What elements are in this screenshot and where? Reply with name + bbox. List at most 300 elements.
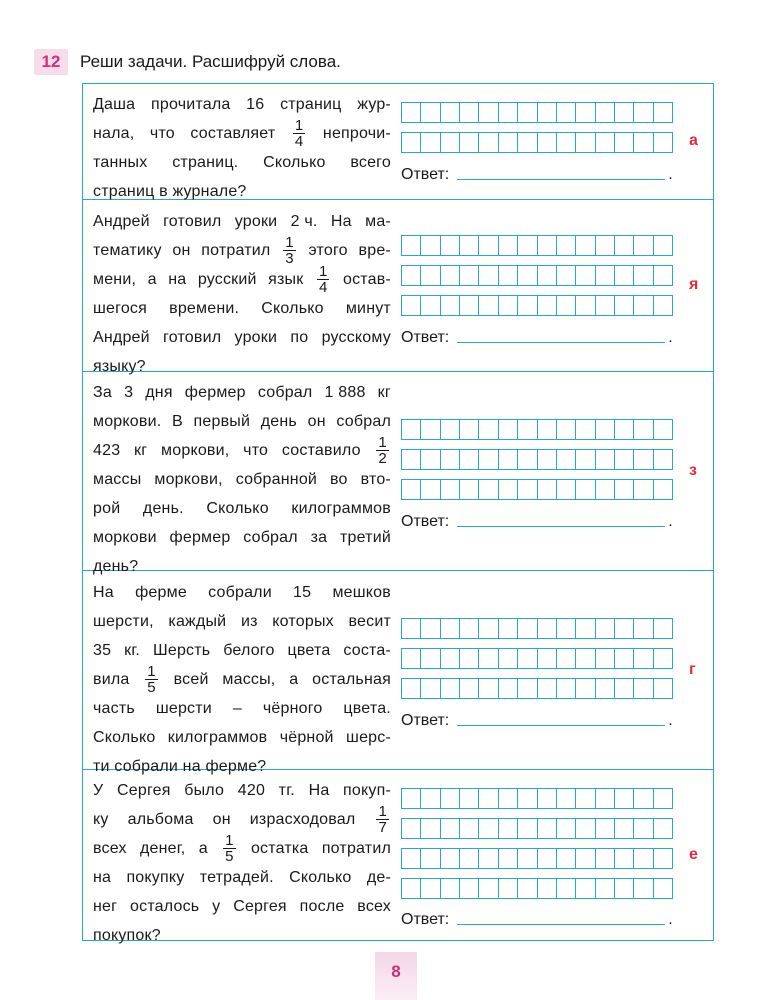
- grid-cell[interactable]: [421, 450, 440, 470]
- grid-cell[interactable]: [402, 266, 421, 286]
- grid-cell[interactable]: [421, 480, 440, 500]
- grid-cell[interactable]: [634, 480, 653, 500]
- grid-cell[interactable]: [538, 849, 557, 869]
- grid-cell[interactable]: [538, 266, 557, 286]
- grid-cell[interactable]: [634, 879, 653, 899]
- fraction-denominator: 3: [285, 250, 294, 267]
- answer-grid-row[interactable]: [401, 132, 673, 153]
- grid-cell[interactable]: [441, 879, 460, 899]
- task-word: соста-: [343, 642, 391, 659]
- grid-cell[interactable]: [518, 133, 537, 153]
- grid-cell[interactable]: [441, 450, 460, 470]
- grid-cell[interactable]: [479, 450, 498, 470]
- grid-cell[interactable]: [460, 819, 479, 839]
- grid-cell[interactable]: [460, 679, 479, 699]
- grid-cell[interactable]: [421, 296, 440, 316]
- task-word: чёрного: [262, 700, 323, 717]
- grid-cell[interactable]: [576, 879, 595, 899]
- grid-cell[interactable]: [441, 619, 460, 639]
- answer-line[interactable]: [457, 342, 665, 343]
- grid-cell[interactable]: [518, 450, 537, 470]
- grid-cell[interactable]: [557, 619, 576, 639]
- grid-cell[interactable]: [499, 480, 518, 500]
- grid-cell[interactable]: [615, 450, 634, 470]
- grid-cell[interactable]: [479, 619, 498, 639]
- grid-cell[interactable]: [654, 879, 673, 899]
- task-word: а: [147, 271, 157, 288]
- task-word: после: [299, 898, 345, 915]
- grid-cell[interactable]: [538, 619, 557, 639]
- grid-cell[interactable]: [615, 480, 634, 500]
- grid-cell[interactable]: [654, 480, 673, 500]
- grid-cell[interactable]: [499, 879, 518, 899]
- grid-cell[interactable]: [421, 649, 440, 669]
- grid-cell[interactable]: [460, 450, 479, 470]
- grid-cell[interactable]: [615, 819, 634, 839]
- grid-cell[interactable]: [596, 133, 615, 153]
- grid-cell[interactable]: [615, 133, 634, 153]
- grid-cell[interactable]: [460, 879, 479, 899]
- grid-cell[interactable]: [654, 420, 673, 440]
- grid-cell[interactable]: [634, 789, 653, 809]
- grid-cell[interactable]: [441, 133, 460, 153]
- grid-cell[interactable]: [654, 266, 673, 286]
- grid-cell[interactable]: [634, 296, 653, 316]
- grid-cell[interactable]: [441, 236, 460, 256]
- grid-cell[interactable]: [518, 480, 537, 500]
- grid-cell[interactable]: [479, 649, 498, 669]
- task-word: минут: [345, 300, 391, 317]
- answer-field[interactable]: [401, 509, 681, 531]
- grid-cell[interactable]: [576, 420, 595, 440]
- grid-cell[interactable]: [499, 819, 518, 839]
- grid-cell[interactable]: [538, 420, 557, 440]
- answer-period: .: [668, 329, 673, 346]
- task-word: собрал: [336, 413, 391, 430]
- grid-cell[interactable]: [615, 420, 634, 440]
- grid-cell[interactable]: [441, 819, 460, 839]
- grid-cell[interactable]: [538, 236, 557, 256]
- grid-cell[interactable]: [518, 879, 537, 899]
- task-word: составляет: [190, 125, 276, 142]
- grid-cell[interactable]: [538, 103, 557, 123]
- grid-cell[interactable]: [654, 296, 673, 316]
- grid-cell[interactable]: [518, 819, 537, 839]
- grid-cell[interactable]: [538, 649, 557, 669]
- grid-cell[interactable]: [634, 849, 653, 869]
- grid-cell[interactable]: [499, 296, 518, 316]
- grid-cell[interactable]: [634, 266, 653, 286]
- grid-cell[interactable]: [441, 296, 460, 316]
- task-text-line: [93, 465, 391, 494]
- answer-grid-row[interactable]: [401, 818, 673, 839]
- answer-field[interactable]: [401, 708, 681, 730]
- grid-cell[interactable]: [518, 296, 537, 316]
- grid-cell[interactable]: [615, 103, 634, 123]
- task-row: [83, 571, 713, 775]
- grid-cell[interactable]: [557, 480, 576, 500]
- task-word: танных: [93, 154, 148, 171]
- answer-grid-row[interactable]: [401, 102, 673, 123]
- grid-cell[interactable]: [421, 133, 440, 153]
- grid-cell[interactable]: [421, 236, 440, 256]
- grid-cell[interactable]: [460, 296, 479, 316]
- task-word: моркови: [93, 529, 157, 546]
- task-word: Сергея: [233, 898, 287, 915]
- grid-cell[interactable]: [634, 679, 653, 699]
- grid-cell[interactable]: [518, 649, 537, 669]
- answer-grid-row[interactable]: [401, 648, 673, 669]
- grid-cell[interactable]: [479, 266, 498, 286]
- grid-cell[interactable]: [460, 649, 479, 669]
- task-word: цвета.: [343, 700, 391, 717]
- grid-cell[interactable]: [518, 236, 537, 256]
- answer-field[interactable]: [401, 162, 681, 184]
- grid-cell[interactable]: [615, 879, 634, 899]
- task-word: –: [232, 700, 242, 717]
- grid-cell[interactable]: [518, 619, 537, 639]
- grid-cell[interactable]: [654, 849, 673, 869]
- grid-cell[interactable]: [479, 679, 498, 699]
- answer-line[interactable]: [457, 179, 665, 180]
- grid-cell[interactable]: [634, 649, 653, 669]
- grid-cell[interactable]: [557, 103, 576, 123]
- grid-cell[interactable]: [557, 450, 576, 470]
- grid-cell[interactable]: [576, 450, 595, 470]
- grid-cell[interactable]: [596, 649, 615, 669]
- grid-cell[interactable]: [538, 789, 557, 809]
- task-word: тг.: [278, 782, 295, 799]
- grid-cell[interactable]: [654, 103, 673, 123]
- grid-cell[interactable]: [538, 819, 557, 839]
- grid-cell[interactable]: [402, 480, 421, 500]
- grid-cell[interactable]: [654, 236, 673, 256]
- answer-line[interactable]: [457, 924, 665, 925]
- task-word: Даша: [93, 96, 136, 113]
- grid-cell[interactable]: [402, 789, 421, 809]
- grid-cell[interactable]: [615, 679, 634, 699]
- grid-cell[interactable]: [557, 236, 576, 256]
- task-text-line: [93, 607, 391, 636]
- task-text-line: [93, 805, 391, 834]
- grid-cell[interactable]: [576, 619, 595, 639]
- grid-cell[interactable]: [538, 296, 557, 316]
- grid-cell[interactable]: [557, 679, 576, 699]
- grid-cell[interactable]: [538, 133, 557, 153]
- grid-cell[interactable]: [538, 679, 557, 699]
- grid-cell[interactable]: [576, 296, 595, 316]
- task-text-line: [93, 119, 391, 148]
- grid-cell[interactable]: [499, 789, 518, 809]
- task-word: первый: [193, 413, 251, 430]
- answer-grid-row[interactable]: [401, 848, 673, 869]
- task-word: всего: [350, 154, 391, 171]
- grid-cell[interactable]: [634, 819, 653, 839]
- grid-cell[interactable]: [615, 236, 634, 256]
- grid-cell[interactable]: [557, 649, 576, 669]
- grid-cell[interactable]: [538, 480, 557, 500]
- answer-grid-row[interactable]: [401, 449, 673, 470]
- task-word: страниц.: [172, 154, 239, 171]
- answer-grid-row[interactable]: [401, 878, 673, 899]
- grid-cell[interactable]: [518, 103, 537, 123]
- task-word: готовил: [163, 213, 222, 230]
- task-word: 3: [124, 384, 134, 401]
- grid-cell[interactable]: [576, 819, 595, 839]
- grid-cell[interactable]: [479, 789, 498, 809]
- grid-cell[interactable]: [654, 789, 673, 809]
- answer-grid-row[interactable]: [401, 678, 673, 699]
- task-word: кг.: [124, 642, 141, 659]
- grid-cell[interactable]: [460, 849, 479, 869]
- grid-cell[interactable]: [460, 236, 479, 256]
- answer-grid-row[interactable]: [401, 235, 673, 256]
- grid-cell[interactable]: [460, 266, 479, 286]
- grid-cell[interactable]: [421, 879, 440, 899]
- grid-cell[interactable]: [460, 133, 479, 153]
- grid-cell[interactable]: [479, 849, 498, 869]
- grid-cell[interactable]: [654, 133, 673, 153]
- grid-cell[interactable]: [518, 849, 537, 869]
- grid-cell[interactable]: [596, 420, 615, 440]
- grid-cell[interactable]: [634, 103, 653, 123]
- task-word: У: [93, 782, 104, 799]
- grid-cell[interactable]: [615, 296, 634, 316]
- task-word: день: [260, 413, 297, 430]
- task-word: Сколько: [261, 300, 324, 317]
- grid-cell[interactable]: [518, 679, 537, 699]
- grid-cell[interactable]: [615, 789, 634, 809]
- grid-cell[interactable]: [499, 450, 518, 470]
- task-word: кг: [377, 384, 391, 401]
- grid-cell[interactable]: [576, 480, 595, 500]
- fraction: [145, 664, 158, 695]
- grid-cell[interactable]: [402, 420, 421, 440]
- grid-cell[interactable]: [596, 619, 615, 639]
- grid-cell[interactable]: [421, 266, 440, 286]
- grid-cell[interactable]: [499, 420, 518, 440]
- grid-cell[interactable]: [441, 679, 460, 699]
- task-word: остальная: [312, 671, 391, 688]
- grid-cell[interactable]: [421, 103, 440, 123]
- grid-cell[interactable]: [479, 236, 498, 256]
- grid-cell[interactable]: [441, 849, 460, 869]
- grid-cell[interactable]: [634, 450, 653, 470]
- answer-line[interactable]: [457, 725, 665, 726]
- grid-cell[interactable]: [576, 679, 595, 699]
- grid-cell[interactable]: [402, 133, 421, 153]
- grid-cell[interactable]: [576, 133, 595, 153]
- grid-cell[interactable]: [596, 819, 615, 839]
- grid-cell[interactable]: [596, 450, 615, 470]
- grid-cell[interactable]: [654, 619, 673, 639]
- task-word: фермер: [169, 529, 231, 546]
- grid-cell[interactable]: [576, 789, 595, 809]
- grid-cell[interactable]: [421, 789, 440, 809]
- task-word: собрали: [208, 584, 272, 601]
- grid-cell[interactable]: [499, 133, 518, 153]
- grid-cell[interactable]: [479, 133, 498, 153]
- grid-cell[interactable]: [421, 619, 440, 639]
- grid-cell[interactable]: [421, 819, 440, 839]
- grid-cell[interactable]: [479, 420, 498, 440]
- fraction-denominator: 7: [378, 819, 387, 836]
- task-word: день?: [93, 558, 139, 575]
- grid-cell[interactable]: [402, 236, 421, 256]
- grid-cell[interactable]: [557, 266, 576, 286]
- grid-cell[interactable]: [596, 679, 615, 699]
- grid-cell[interactable]: [402, 679, 421, 699]
- task-word: Сколько: [93, 729, 156, 746]
- grid-cell[interactable]: [538, 450, 557, 470]
- answer-grid-row[interactable]: [401, 419, 673, 440]
- grid-cell[interactable]: [460, 619, 479, 639]
- grid-cell[interactable]: [402, 879, 421, 899]
- grid-cell[interactable]: [499, 679, 518, 699]
- grid-cell[interactable]: [596, 480, 615, 500]
- grid-cell[interactable]: [596, 236, 615, 256]
- grid-cell[interactable]: [460, 103, 479, 123]
- grid-cell[interactable]: [634, 420, 653, 440]
- grid-cell[interactable]: [402, 819, 421, 839]
- grid-cell[interactable]: [576, 103, 595, 123]
- task-word: На: [93, 584, 114, 601]
- answer-line[interactable]: [457, 526, 665, 527]
- grid-cell[interactable]: [654, 450, 673, 470]
- answer-field[interactable]: [401, 907, 681, 929]
- grid-cell[interactable]: [479, 103, 498, 123]
- grid-cell[interactable]: [441, 103, 460, 123]
- grid-cell[interactable]: [615, 649, 634, 669]
- grid-cell[interactable]: [460, 420, 479, 440]
- grid-cell[interactable]: [421, 849, 440, 869]
- answer-label: Ответ:: [401, 911, 450, 928]
- fraction: [376, 435, 389, 466]
- exercise-instruction: Реши задачи. Расшифруй слова.: [80, 52, 341, 71]
- grid-cell[interactable]: [576, 266, 595, 286]
- grid-cell[interactable]: [402, 450, 421, 470]
- grid-cell[interactable]: [654, 819, 673, 839]
- task-word: Андрей: [93, 213, 150, 230]
- task-word: Андрей: [93, 329, 150, 346]
- grid-cell[interactable]: [557, 879, 576, 899]
- grid-cell[interactable]: [479, 879, 498, 899]
- grid-cell[interactable]: [441, 420, 460, 440]
- grid-cell[interactable]: [596, 879, 615, 899]
- grid-cell[interactable]: [557, 296, 576, 316]
- task-row: [83, 84, 713, 200]
- answer-grid-row[interactable]: [401, 295, 673, 316]
- grid-cell[interactable]: [402, 296, 421, 316]
- task-word: ти собрали на ферме?: [93, 758, 267, 775]
- grid-cell[interactable]: [441, 480, 460, 500]
- grid-cell[interactable]: [402, 619, 421, 639]
- grid-cell[interactable]: [499, 849, 518, 869]
- grid-cell[interactable]: [596, 849, 615, 869]
- grid-cell[interactable]: [596, 103, 615, 123]
- grid-cell[interactable]: [576, 236, 595, 256]
- task-text-line: [93, 436, 391, 465]
- answer-grid-row[interactable]: [401, 788, 673, 809]
- grid-cell[interactable]: [654, 679, 673, 699]
- answer-field[interactable]: [401, 325, 681, 347]
- grid-cell[interactable]: [479, 296, 498, 316]
- grid-cell[interactable]: [421, 679, 440, 699]
- grid-cell[interactable]: [634, 133, 653, 153]
- grid-cell[interactable]: [538, 879, 557, 899]
- grid-cell[interactable]: [499, 266, 518, 286]
- answer-label: Ответ:: [401, 329, 450, 346]
- grid-cell[interactable]: [557, 420, 576, 440]
- grid-cell[interactable]: [615, 619, 634, 639]
- grid-cell[interactable]: [634, 236, 653, 256]
- grid-cell[interactable]: [557, 849, 576, 869]
- grid-cell[interactable]: [460, 789, 479, 809]
- task-word: составило: [281, 442, 361, 459]
- grid-cell[interactable]: [421, 420, 440, 440]
- grid-cell[interactable]: [499, 103, 518, 123]
- grid-cell[interactable]: [615, 849, 634, 869]
- grid-cell[interactable]: [499, 619, 518, 639]
- grid-cell[interactable]: [557, 133, 576, 153]
- answer-grid-row[interactable]: [401, 479, 673, 500]
- grid-cell[interactable]: [402, 849, 421, 869]
- task-word: он: [212, 811, 231, 828]
- grid-cell[interactable]: [576, 849, 595, 869]
- task-text-line: [93, 236, 391, 265]
- grid-cell[interactable]: [518, 789, 537, 809]
- task-text-line: [93, 892, 391, 921]
- grid-cell[interactable]: [634, 619, 653, 639]
- grid-cell[interactable]: [499, 236, 518, 256]
- task-word: На: [308, 782, 330, 799]
- task-word: собрал: [257, 384, 313, 401]
- grid-cell[interactable]: [479, 480, 498, 500]
- task-word: он: [172, 242, 191, 259]
- task-word: русский: [197, 271, 257, 288]
- grid-cell[interactable]: [402, 649, 421, 669]
- grid-cell[interactable]: [479, 819, 498, 839]
- answer-grid-row[interactable]: [401, 618, 673, 639]
- grid-cell[interactable]: [654, 649, 673, 669]
- fraction-numerator: 1: [378, 434, 387, 451]
- task-word: вила: [93, 671, 130, 688]
- grid-cell[interactable]: [557, 819, 576, 839]
- answer-grid-row[interactable]: [401, 265, 673, 286]
- grid-cell[interactable]: [441, 789, 460, 809]
- grid-cell[interactable]: [596, 266, 615, 286]
- task-word: денег,: [139, 840, 186, 857]
- grid-cell[interactable]: [518, 420, 537, 440]
- grid-cell[interactable]: [402, 103, 421, 123]
- grid-cell[interactable]: [576, 649, 595, 669]
- grid-cell[interactable]: [441, 649, 460, 669]
- grid-cell[interactable]: [615, 266, 634, 286]
- task-word: каждый: [168, 613, 227, 630]
- grid-cell[interactable]: [441, 266, 460, 286]
- grid-cell[interactable]: [460, 480, 479, 500]
- task-word: рой: [93, 500, 121, 517]
- grid-cell[interactable]: [499, 649, 518, 669]
- grid-cell[interactable]: [596, 296, 615, 316]
- grid-cell[interactable]: [557, 789, 576, 809]
- task-word: моркови,: [161, 442, 230, 459]
- grid-cell[interactable]: [596, 789, 615, 809]
- grid-cell[interactable]: [518, 266, 537, 286]
- cipher-letter: а: [689, 132, 698, 149]
- task-word: де-: [366, 869, 391, 886]
- task-word: языку?: [93, 358, 146, 375]
